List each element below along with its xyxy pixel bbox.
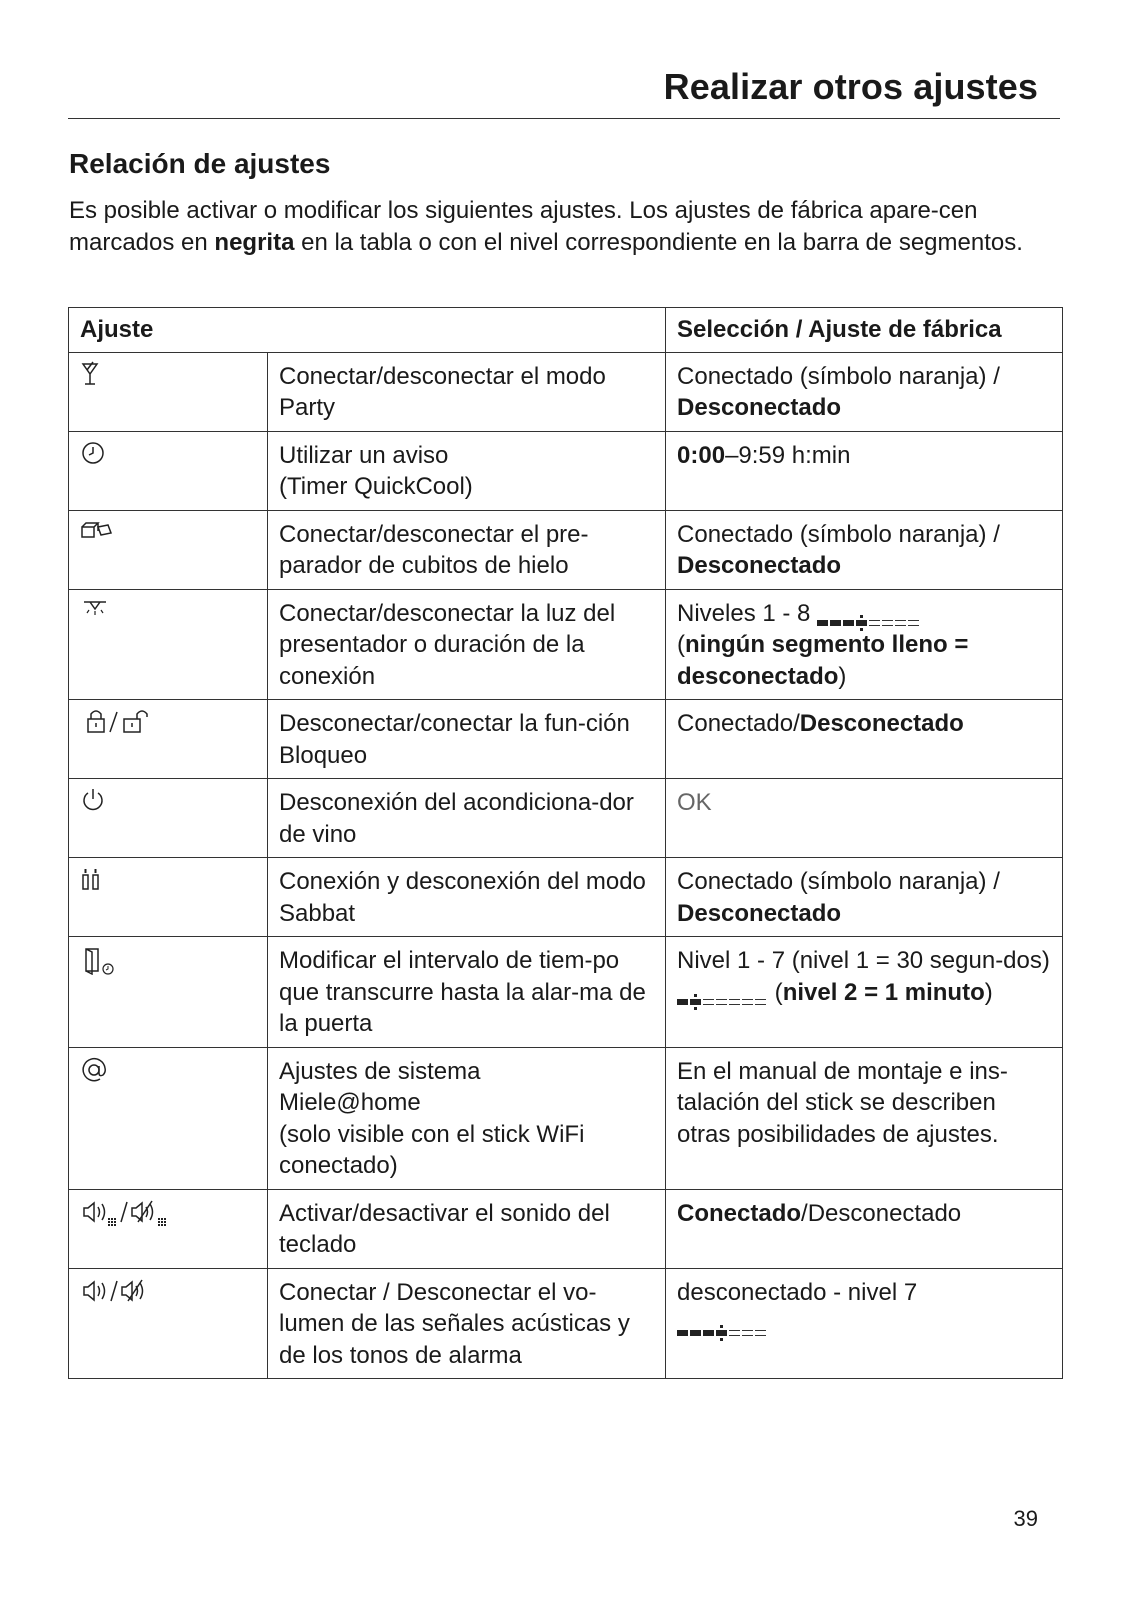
segment-filled (843, 620, 854, 626)
row-description: Desconectar/conectar la fun-ción Bloqueo (268, 700, 666, 779)
row-selection (666, 510, 1063, 589)
header-divider (68, 118, 1060, 119)
settings-table (68, 307, 1063, 1379)
table-row (69, 589, 1063, 700)
row-description: Conexión y desconexión del modo Sabbat (268, 858, 666, 937)
ice-cubes-icon (69, 510, 268, 589)
intro-text-1: Es posible activar o modificar los siguientes ajustes. Los ajustes de fábrica apare-cen marcados en (69, 197, 978, 256)
segment-empty (716, 999, 727, 1005)
selection-default: 0:00 (677, 441, 726, 469)
row-selection (666, 700, 1063, 779)
row-description (268, 1047, 666, 1189)
intro-paragraph (69, 195, 1059, 258)
paren-open: ( (677, 631, 686, 658)
selection-default: Desconectado (677, 394, 842, 421)
segment-empty (703, 999, 714, 1005)
segment-bar (677, 1317, 768, 1333)
table-row (69, 779, 1063, 858)
page-number: 39 (1013, 1506, 1038, 1531)
party-glass-icon (69, 352, 268, 431)
paren-open: ( (768, 978, 783, 1006)
row-selection (666, 589, 1063, 700)
ok-key-label: OK (677, 789, 712, 816)
row-description: Activar/desactivar el sonido del teclado (268, 1189, 666, 1268)
segment-filled (677, 999, 688, 1005)
segment-filled (677, 1330, 688, 1336)
row-selection (666, 1268, 1063, 1379)
description-line: Utilizar un aviso (279, 441, 449, 469)
row-selection (666, 937, 1063, 1048)
segment-empty (908, 620, 919, 626)
row-selection: En el manual de montaje e ins-talación del stick se describen otras posibilidades de ajustes. (666, 1047, 1063, 1189)
segment-filled (716, 1330, 727, 1336)
description-line: Ajustes de sistema (279, 1057, 481, 1085)
lock-unlock-icon (69, 700, 268, 779)
header-selection: Selección / Ajuste de fábrica (666, 308, 1063, 353)
paren-close: ) (838, 662, 847, 690)
description-line: (solo visible con el stick WiFi conectado) (279, 1120, 585, 1179)
selection-default: Desconectado (677, 552, 842, 579)
row-description: Conectar/desconectar el modo Party (268, 352, 666, 431)
description-line: Miele@home (279, 1089, 421, 1116)
selection-default: ningún segmento lleno = desconectado (677, 631, 969, 690)
section-title: Relación de ajustes (69, 148, 331, 179)
segment-empty (895, 620, 906, 626)
selection-default: Conectado (677, 1199, 802, 1227)
segment-empty (755, 999, 766, 1005)
paren-close: ) (984, 978, 993, 1006)
table-row (69, 1268, 1063, 1379)
row-selection (666, 1189, 1063, 1268)
row-selection (666, 431, 1063, 510)
selection-text: Conectado (símbolo naranja) / (677, 362, 1000, 390)
segment-filled (690, 999, 701, 1005)
row-description: Conectar/desconectar el pre-parador de cubitos de hielo (268, 510, 666, 589)
row-selection (666, 352, 1063, 431)
power-icon (69, 779, 268, 858)
sabbath-candles-icon (69, 858, 268, 937)
selection-text: –9:59 h:min (725, 441, 851, 469)
selection-default: Desconectado (799, 710, 964, 737)
row-description (268, 431, 666, 510)
table-row (69, 1189, 1063, 1268)
header-setting: Ajuste (69, 308, 666, 353)
segment-filled (817, 620, 828, 626)
intro-bold-word: negrita (214, 228, 295, 256)
table-row (69, 1047, 1063, 1189)
table-row (69, 937, 1063, 1048)
table-row (69, 700, 1063, 779)
selection-text: Conectado (símbolo naranja) / (677, 868, 1000, 895)
page-header-title: Realizar otros ajustes (663, 66, 1038, 107)
segment-bar (677, 985, 768, 1001)
segment-empty (755, 1330, 766, 1336)
selection-default: nivel 2 = 1 minuto (782, 978, 985, 1006)
door-alarm-timer-icon (69, 937, 268, 1048)
segment-bar (817, 606, 921, 622)
selection-text: Conectado/ (677, 710, 800, 737)
clock-icon (69, 431, 268, 510)
display-light-icon (69, 589, 268, 700)
row-description: Conectar / Desconectar el vo-lumen de las señales acústicas y de los tonos de alarma (268, 1268, 666, 1379)
table-row (69, 431, 1063, 510)
segment-empty (882, 620, 893, 626)
selection-text: Conectado (símbolo naranja) / (677, 520, 1000, 548)
segment-empty (742, 1330, 753, 1336)
at-sign-icon (69, 1047, 268, 1189)
table-row (69, 858, 1063, 937)
selection-text: Niveles 1 - 8 (677, 599, 811, 627)
row-selection (666, 858, 1063, 937)
segment-filled (690, 1330, 701, 1336)
intro-text-2: en la tabla o con el nivel correspondiente en la barra de segmentos. (294, 228, 1023, 256)
volume-icon (69, 1268, 268, 1379)
keypad-sound-icon (69, 1189, 268, 1268)
description-line: (Timer QuickCool) (279, 473, 473, 500)
segment-filled (703, 1330, 714, 1336)
table-row (69, 352, 1063, 431)
row-selection (666, 779, 1063, 858)
table-header-row (69, 308, 1063, 353)
segment-empty (729, 1330, 740, 1336)
segment-filled (830, 620, 841, 626)
row-description: Desconexión del acondiciona-dor de vino (268, 779, 666, 858)
segment-empty (742, 999, 753, 1005)
table-row (69, 510, 1063, 589)
selection-default: Desconectado (677, 899, 842, 927)
selection-text: Nivel 1 - 7 (nivel 1 = 30 segun-dos) (677, 947, 1050, 974)
segment-filled (856, 620, 867, 626)
selection-text: desconectado - nivel 7 (677, 1278, 918, 1306)
row-description: Conectar/desconectar la luz del presentador o duración de la conexión (268, 589, 666, 700)
segment-empty (869, 620, 880, 626)
row-description: Modificar el intervalo de tiem-po que transcurre hasta la alar-ma de la puerta (268, 937, 666, 1048)
selection-text: /Desconectado (801, 1199, 962, 1227)
segment-empty (729, 999, 740, 1005)
